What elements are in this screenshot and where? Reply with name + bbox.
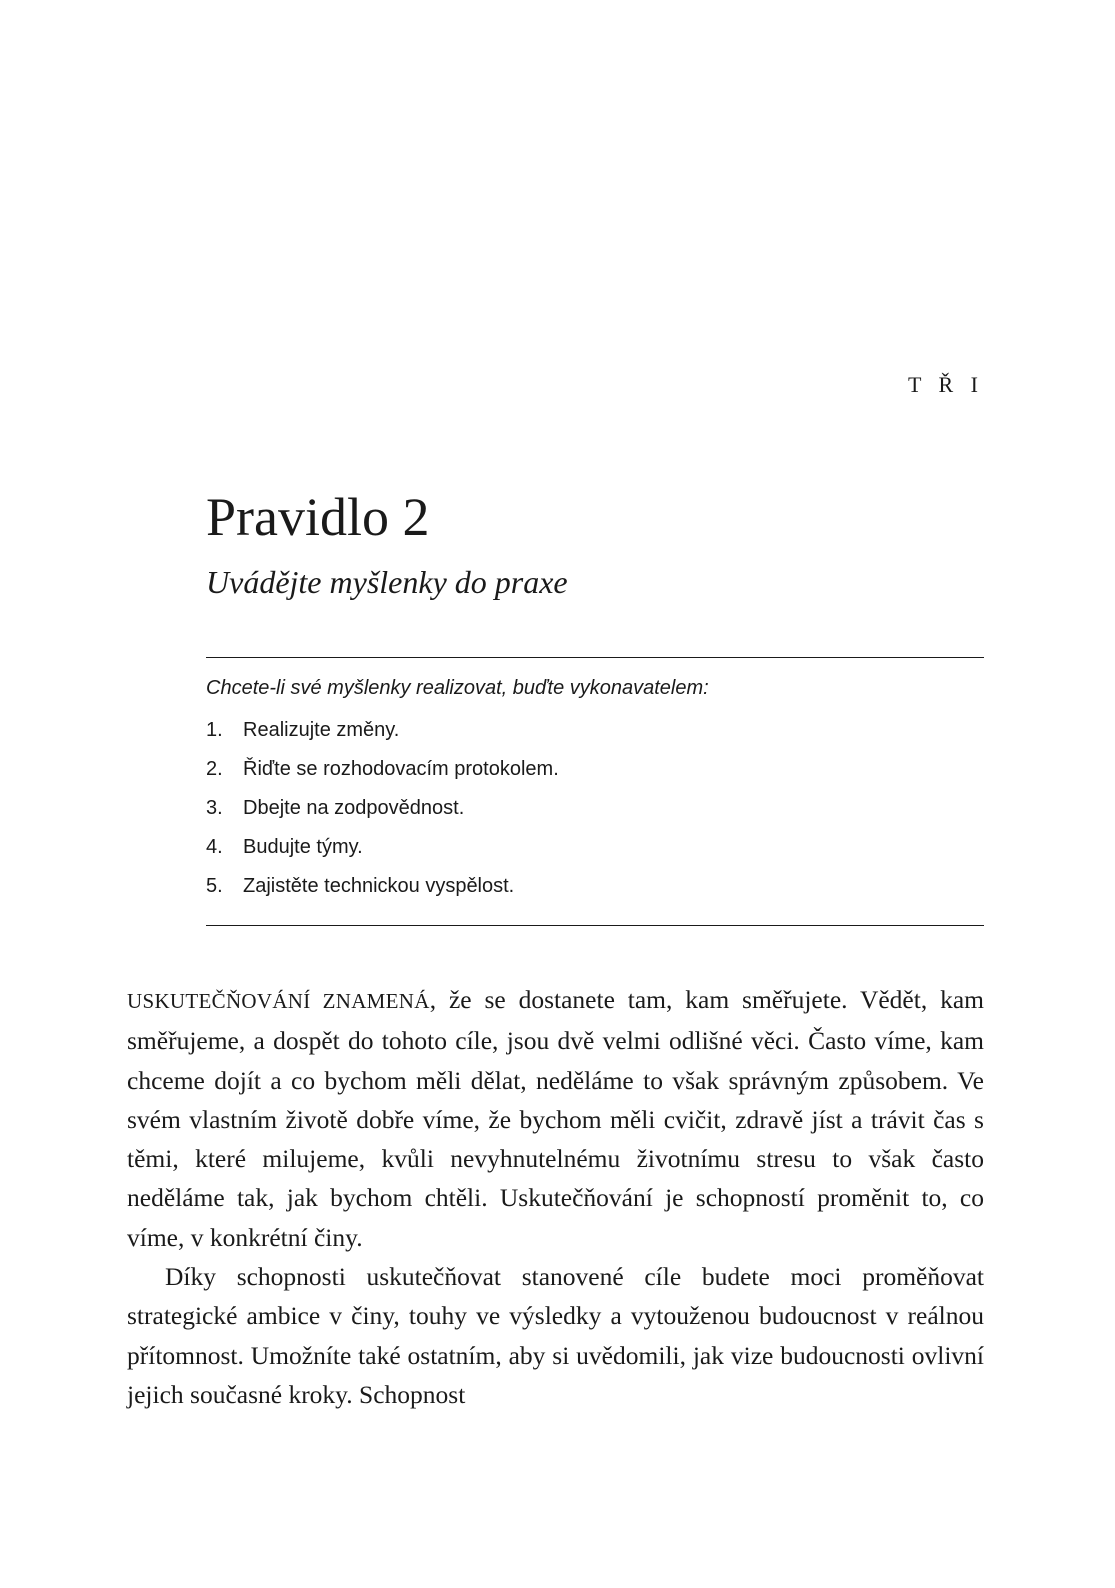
body-paragraph-2: Díky schopnosti uskutečňovat stanovené cíle budete moci proměňovat strategické ambice v činy, touhy ve výsledky a vytouženou budoucnost v reálnou přítomnost. Umožníte také ostatním, aby si uvědomili, jak vize budoucnosti ovlivní jejich současné kroky. Schopnost <box>127 1262 984 1409</box>
list-item <box>206 789 984 828</box>
body-text <box>127 980 984 1414</box>
chapter-number: T Ř I <box>907 372 984 397</box>
list-item-number: 2. <box>206 758 223 780</box>
paragraph-text: , že se dostanete tam, kam směřujete. Vědět, kam směřujeme, a dospět do tohoto cíle, jsou dvě velmi odlišné věci. Často víme, kam chceme dojít a co bychom měli dělat, neděláme to však správným způsobem. Ve svém vlastním životě dobře víme, že bychom měli cvičit, zdravě jíst a trávit čas s těmi, které milujeme, kvůli nevyhnutelnému životnímu stresu to však často neděláme tak, jak bychom chtěli. Uskutečňování je schopností proměnit to, co víme, v konkrétní činy. <box>127 985 984 1252</box>
list-item-number: 5. <box>206 875 223 897</box>
list-item-text: Budujte týmy. <box>243 836 363 858</box>
list-item <box>206 828 984 867</box>
summary-intro: Chcete-li své myšlenky realizovat, buďte vykonavatelem: <box>206 677 709 699</box>
list-item-text: Zajistěte technickou vyspělost. <box>243 875 515 897</box>
list-item-number: 1. <box>206 719 223 741</box>
list-item <box>206 711 984 750</box>
list-item-text: Řiďte se rozhodovacím protokolem. <box>243 758 559 780</box>
rule-summary-box <box>206 657 984 926</box>
chapter-subtitle: Uvádějte myšlenky do praxe <box>206 564 568 600</box>
list-item-number: 3. <box>206 797 223 819</box>
summary-list <box>206 711 984 906</box>
paragraph-lead-in: USKUTEČŇOVÁNÍ ZNAMENÁ <box>127 989 430 1013</box>
body-paragraph-1 <box>127 980 984 1257</box>
list-item <box>206 750 984 789</box>
chapter-title: Pravidlo 2 <box>206 487 430 547</box>
list-item-text: Dbejte na zodpovědnost. <box>243 797 465 819</box>
list-item-number: 4. <box>206 836 223 858</box>
list-item <box>206 867 984 906</box>
list-item-text: Realizujte změny. <box>243 719 400 741</box>
